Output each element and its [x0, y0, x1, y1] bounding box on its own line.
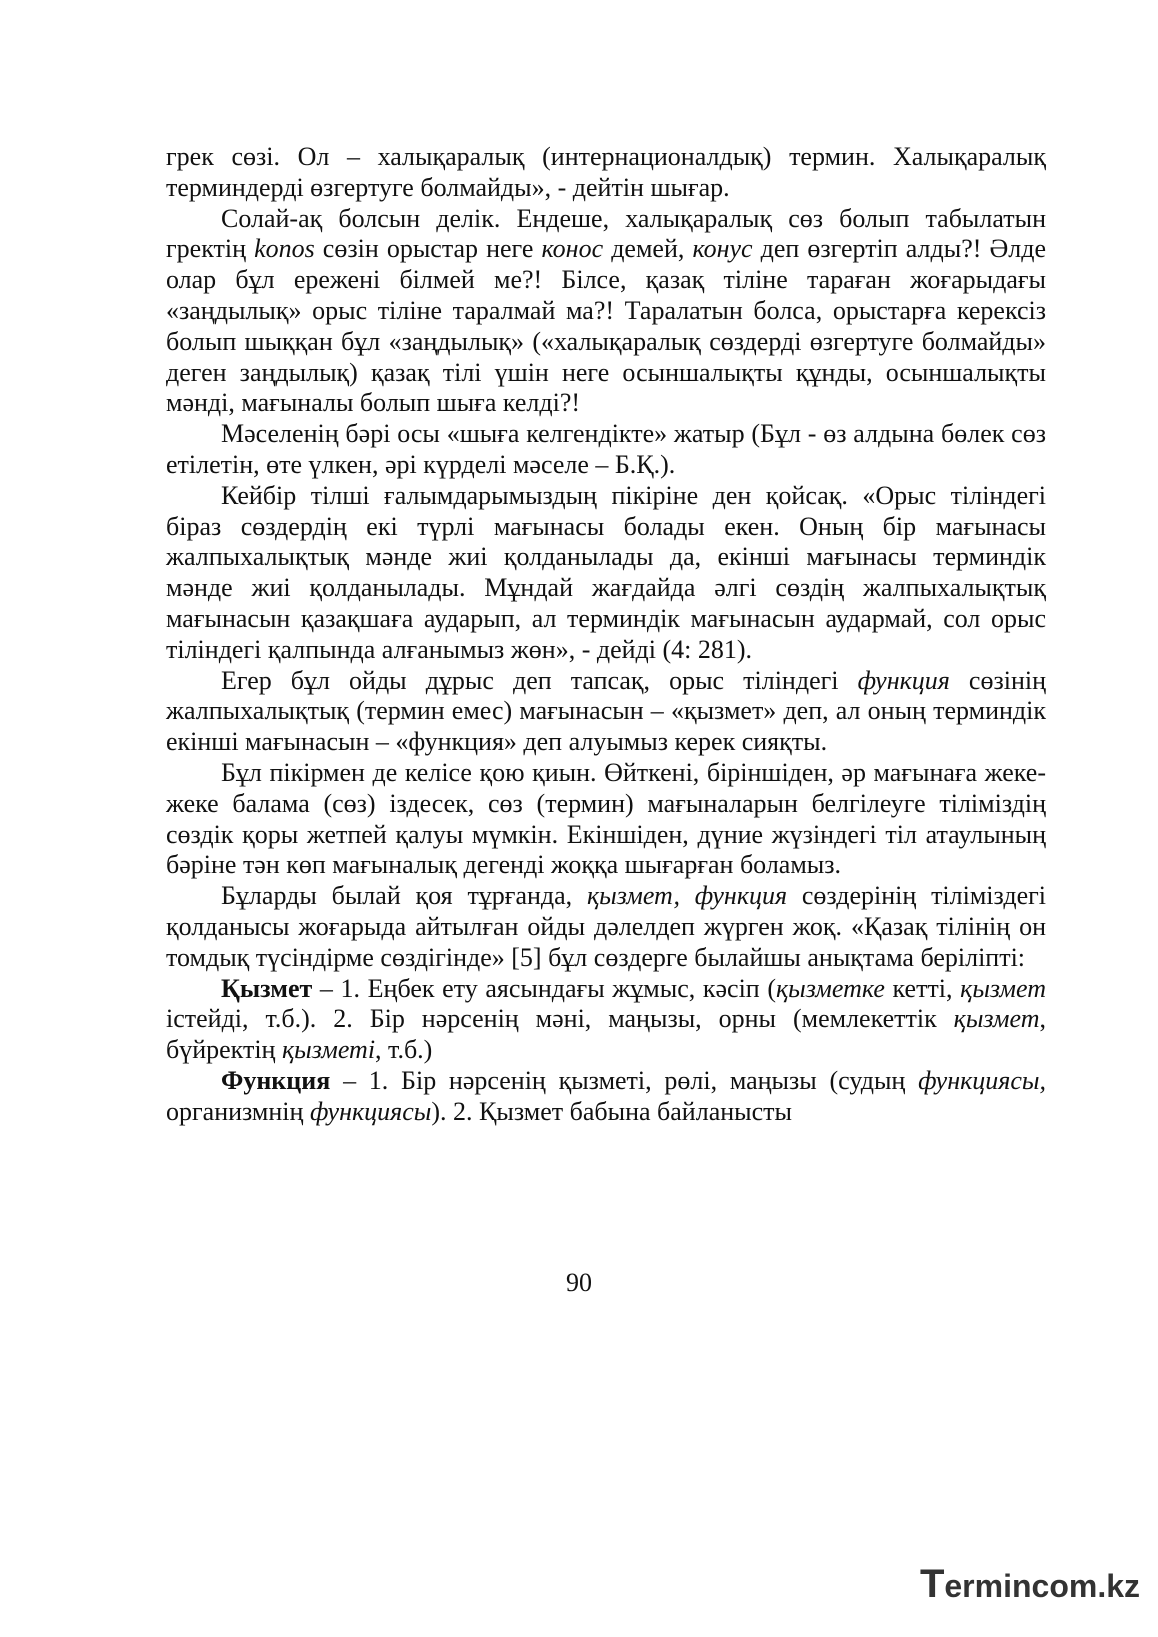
paragraph — [166, 481, 1046, 666]
watermark-letter: T — [919, 1562, 945, 1606]
text-run: – 1. Еңбек ету аясындағы жұмыс, кәсіп ( — [312, 973, 777, 1003]
paragraph — [166, 666, 1046, 758]
text-run: грек сөзі. Ол – халықаралық (интернационалдық) термин. Халықаралық терминдерді өзгертуге болмайды», - дейтін шығар. — [166, 142, 1046, 202]
italic-term: функциясы — [309, 1096, 432, 1126]
paragraph — [166, 881, 1046, 973]
text-run: сөзін орыстар неге — [314, 234, 542, 264]
paragraph — [166, 758, 1046, 881]
paragraph — [166, 142, 1046, 204]
text-run: Солай-ақ болсын делік. Ендеше, халықаралық сөз болып табылатын гректің — [166, 203, 1046, 264]
paragraph — [166, 419, 1046, 481]
italic-term: функциясы, — [918, 1065, 1046, 1095]
italic-term: konos — [254, 234, 315, 264]
bold-headword: Функция — [221, 1065, 331, 1095]
text-run: Мәселенің бәрі осы «шыға келгендікте» жатыр (Бұл - өз алдына бөлек сөз етілетін, өте үлкен, әрі күрделі мәселе – Б.Қ.). — [166, 419, 1046, 479]
text-run: деп өзгертіп алды?! Әлде олар бұл ережені білмей ме?! Білсе, қазақ тіліне тараған жоғарыдағы «заңдылық» орыс тіліне таралмай ма?! Таралатын болса, орыстарға керексіз болып шыққан бұл «заңдылық» («халықаралық сөздерді өзгертуге болмайды» деген заңдылық) қазақ тілі үшін неге осыншалықты құнды, осыншалықты мәнді, мағыналы болып шыға келді?! — [166, 234, 1046, 418]
paragraph — [166, 1066, 1046, 1128]
text-run: , бүйректің — [166, 1004, 1046, 1065]
text-run: сөзінің жалпыхалықтық (термин емес) мағынасын – «қызмет» деп, ал оның терминдік екінші мағынасын – «функция» деп алуымыз керек сияқты. — [166, 665, 1046, 757]
paragraph — [166, 974, 1046, 1066]
text-run: Егер бұл ойды дұрыс деп тапсақ, орыс тіліндегі — [221, 665, 858, 695]
italic-term: қызмет — [960, 973, 1046, 1003]
text-run: сөздерінің тіліміздегі қолданысы жоғарыда айтылған ойды дәлелдеп жүрген жоқ. «Қазақ тілінің он томдық түсіндірме сөздігінде» [5] бұл сөздерге былайшы анықтама беріліпті: — [166, 881, 1046, 972]
text-run: Кейбір тілші ғалымдарымыздың пікіріне ден қойсақ. «Орыс тіліндегі біраз сөздердің екі түрлі мағынасы болады екен. Оның бір мағынасы жалпыхалықтық мәнде жиі қолданылады да, екінші мағынасы терминдік мәнде жиі қолданылады. Мұндай жағдайда әлгі сөздің жалпыхалықтық мағынасын қазақшаға аударып, ал терминдік мағынасын аудармай, сол орыс тіліндегі қалпында алғанымыз жөн», - дейді (4: 281). — [166, 480, 1046, 664]
text-run: істейді, т.б.). 2. Бір нәрсенің мәні, маңызы, орны (мемлекеттік — [166, 1004, 954, 1034]
italic-term: конос — [541, 234, 604, 264]
text-run: организмнің — [166, 1096, 310, 1126]
text-run: кетті, — [884, 973, 961, 1003]
text-run: Бұл пікірмен де келісе қою қиын. Өйткені, біріншіден, әр мағынаға жеке-жеке балама (сөз) іздесек, сөз (термин) мағыналарын белгілеуге тіліміздің сөздік қоры жетпей қалуы мүмкін. Екіншіден, дүние жүзіндегі тіл атаулының бәріне тән көп мағыналық дегенді жоққа шығарған боламыз. — [166, 757, 1046, 880]
italic-term: қызмет, функция — [587, 881, 788, 911]
page-number: 90 — [566, 1268, 592, 1297]
italic-term: функция — [857, 665, 950, 695]
text-run: , т.б.) — [375, 1035, 433, 1065]
page-body — [166, 142, 1046, 1128]
bold-headword: Қызмет — [221, 973, 313, 1003]
text-run: – 1. Бір нәрсенің қызметі, рөлі, маңызы (судың — [330, 1065, 919, 1095]
text-run: ). 2. Қызмет бабына байланысты — [431, 1096, 792, 1126]
text-run: демей, — [603, 234, 693, 264]
italic-term: қызметі — [281, 1035, 376, 1065]
watermark-logo — [920, 1562, 1140, 1607]
text-run: Бұларды былай қоя тұрғанда, — [221, 881, 587, 911]
watermark-text: ermincom.kz — [944, 1568, 1140, 1604]
italic-term: конус — [692, 234, 753, 264]
paragraph — [166, 204, 1046, 420]
italic-term: қызмет — [953, 1004, 1040, 1034]
italic-term: қызметке — [776, 973, 885, 1003]
